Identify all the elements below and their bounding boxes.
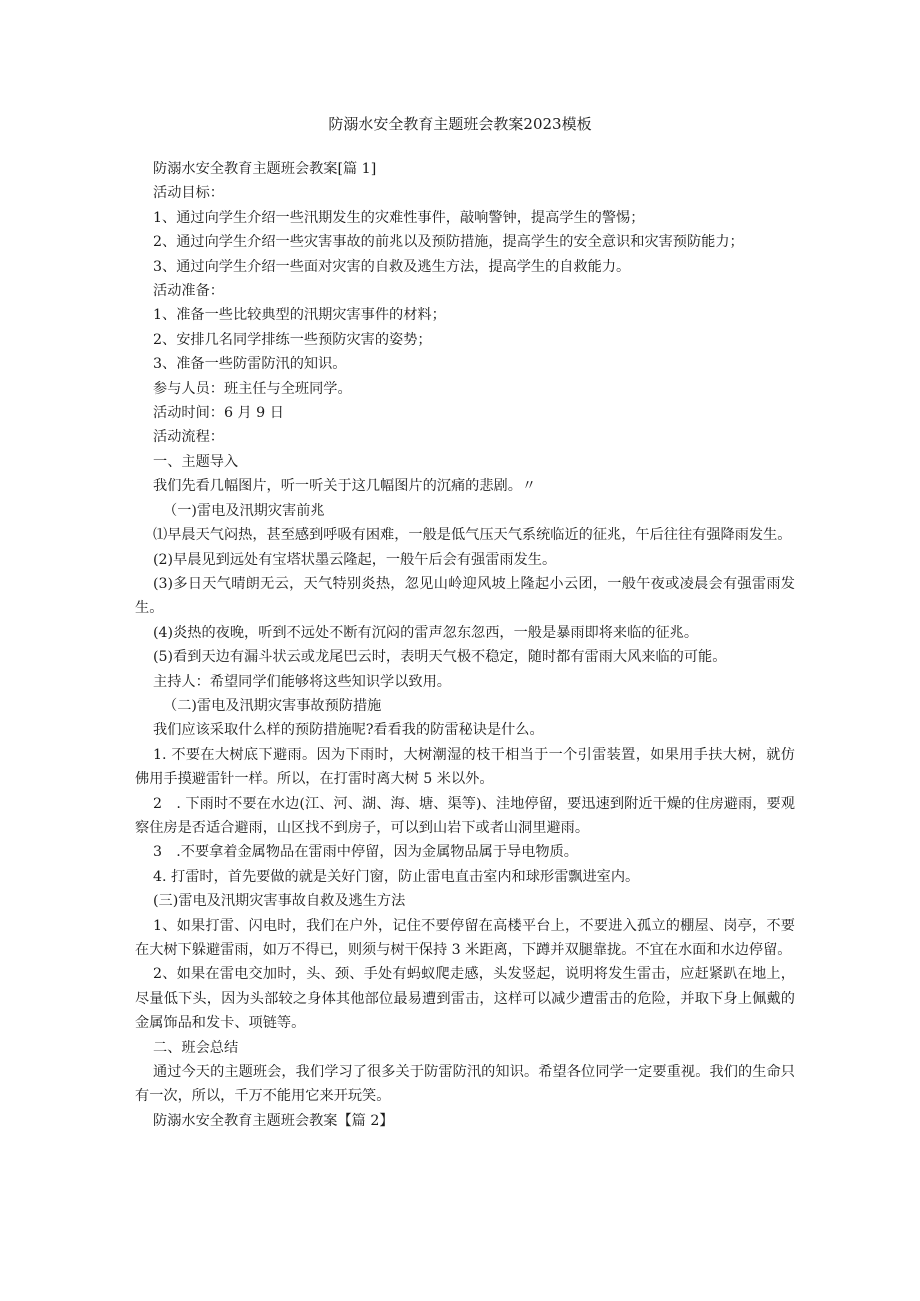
paragraph: (5)看到天边有漏斗状云或龙尾巴云时，表明天气极不稳定，随时都有雷雨大风来临的可能。 [153,649,727,666]
paragraph: （一)雷电及汛期灾害前兆 [163,502,325,519]
paragraph: 一、主题导入 [153,453,239,470]
paragraph: 二、班会总结 [153,1039,239,1056]
paragraph: 2、通过向学生介绍一些灾害事故的前兆以及预防措施，提高学生的安全意识和灾害预防能力； [153,234,744,251]
paragraph: 我们先看几幅图片，听一听关于这几幅图片的沉痛的悲剧。〃 [153,478,537,495]
paragraph: 3、准备一些防雷防汛的知识。 [153,356,347,373]
document-body [135,157,795,1133]
paragraph: (4)炎热的夜晚，听到不远处不断有沉闷的雷声忽东忽西，一般是暴雨即将来临的征兆。 [153,624,699,641]
paragraph: 1、准备一些比较典型的汛期灾害事件的材料； [153,307,446,324]
paragraph: 主持人：希望同学们能够将这些知识学以致用。 [153,673,451,690]
paragraph: 防溺水安全教育主题班会教案[篇 1] [153,161,377,177]
paragraph: 2、如果在雷电交加时，头、颈、手处有蚂蚁爬走感，头发竖起，说明将发生雷击，应赶紧趴在地上，尽量低下头，因为头部较之身体其他部位最易遭到雷击，这样可以减少遭雷击的危险，并取下身上佩戴的金属饰品和发卡、项链等。 [135,966,795,1032]
paragraph: 活动目标： [153,185,224,202]
paragraph: 我们应该采取什么样的预防措施呢?看看我的防雷秘诀是什么。 [153,722,544,739]
paragraph: 活动准备： [153,283,224,300]
paragraph: 1、如果打雷、闪电时，我们在户外，记住不要停留在高楼平台上，不要进入孤立的棚屋、岗亭，不要在大树下躲避雷雨，如万不得已，则须与树干保持 3 米距离，下蹲并双腿靠拢。不宜在水面和水边停留。 [135,917,795,958]
paragraph: 1、通过向学生介绍一些汛期发生的灾难性事件，敲响警钟，提高学生的警惕； [153,209,645,226]
paragraph: 3 .不要拿着金属物品在雷雨中停留，因为金属物品属于导电物质。 [153,844,578,861]
paragraph: (3)多日天气晴朗无云，天气特别炎热，忽见山岭迎风坡上隆起小云团，一般午夜或凌晨会有强雷雨发生。 [135,575,795,617]
document-title: 防溺水安全教育主题班会教案2023模板 [328,115,592,133]
paragraph: 1. 不要在大树底下避雨。因为下雨时，大树潮湿的枝干相当于一个引雷装置，如果用手扶大树，就仿佛用手摸避雷针一样。所以，在打雷时离大树 5 米以外。 [135,746,795,788]
paragraph: 2、安排几名同学排练一些预防灾害的姿势； [153,331,432,348]
paragraph: 防溺水安全教育主题班会教案【篇 2】 [153,1112,394,1129]
paragraph: (三)雷电及汛期灾害事故自救及逃生方法 [153,893,406,910]
paragraph: (2)早晨见到远处有宝塔状墨云隆起，一般午后会有强雷雨发生。 [153,551,557,568]
paragraph: 活动时间：6 月 9 日 [153,405,284,422]
paragraph: 参与人员：班主任与全班同学。 [153,380,352,397]
paragraph: 3、通过向学生介绍一些面对灾害的自救及逃生方法，提高学生的自救能力。 [153,258,631,275]
paragraph: （二)雷电及汛期灾害事故预防措施 [163,697,382,714]
paragraph: 4. 打雷时，首先要做的就是关好门窗，防止雷电直击室内和球形雷飘进室内。 [153,868,640,885]
paragraph: 通过今天的主题班会，我们学习了很多关于防雷防汛的知识。希望各位同学一定要重视。我们的生命只有一次，所以，千万不能用它来开玩笑。 [135,1064,795,1105]
paragraph: 活动流程： [153,429,224,446]
paragraph: ⑴早晨天气闷热，甚至感到呼吸有困难，一般是低气压天气系统临近的征兆，午后往往有强降雨发生。 [153,527,792,544]
paragraph: 2 . 下雨时不要在水边(江、河、湖、海、塘、渠等)、洼地停留，要迅速到附近干燥的住房避雨，要观察住房是否适合避雨，山区找不到房子，可以到山岩下或者山洞里避雨。 [135,795,795,836]
